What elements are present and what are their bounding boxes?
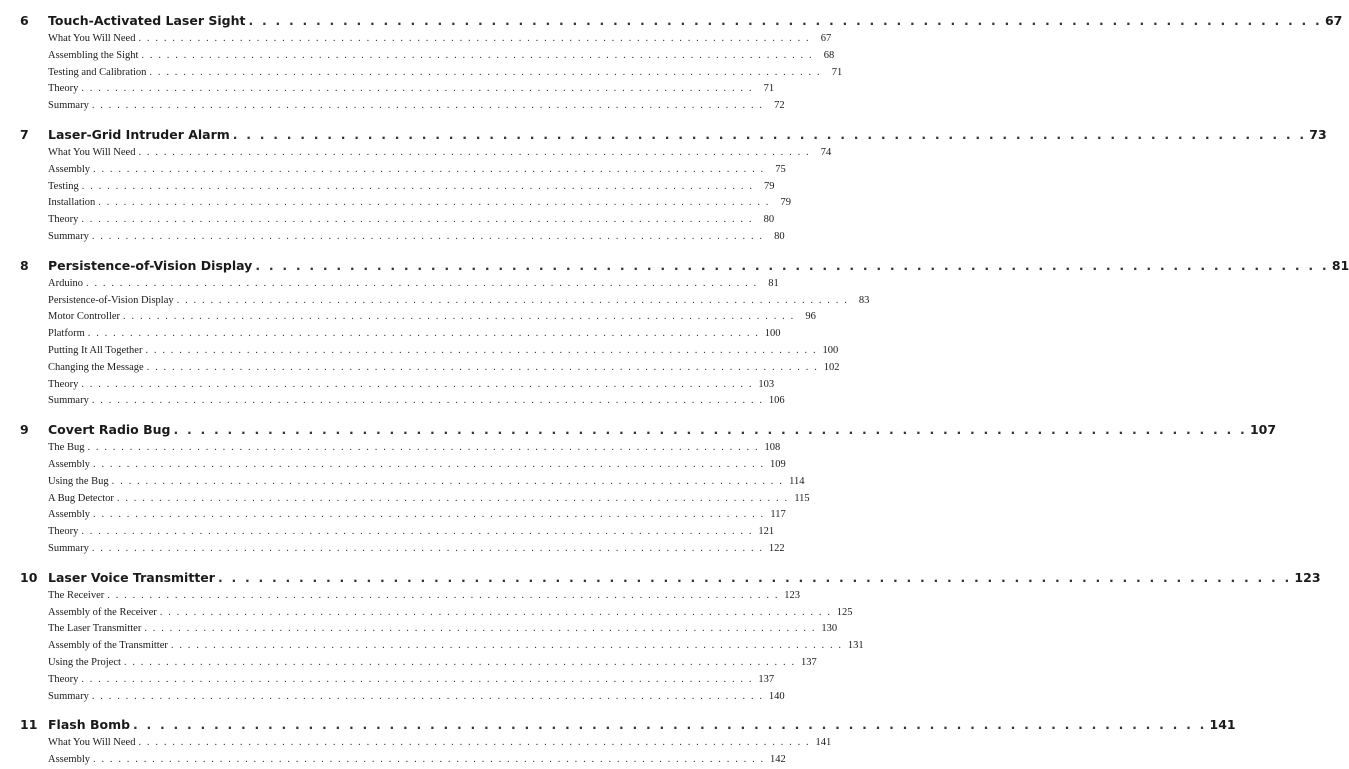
section-page-number: 74 [820, 146, 832, 158]
chapter-block [20, 11, 1343, 115]
dot-leader: . . . . . . . . . . . . . . . . . . . . . . . . . . . . . . . . . . . . . . . . . . . . . . . . . . . . . . . . . . . . . . . . . . . . . . . . . . . . . . . . [87, 442, 760, 454]
section-title: Using the Project [48, 656, 121, 668]
section-entry[interactable] [48, 309, 816, 326]
dot-leader: . . . . . . . . . . . . . . . . . . . . . . . . . . . . . . . . . . . . . . . . . . . . . . . . . . . . . . . . . . . . . . . . . . . . . . . . . . . . . . . . [86, 277, 758, 289]
section-page-number: 141 [815, 737, 832, 749]
chapter-title: Touch-Activated Laser Sight [48, 13, 246, 28]
chapter-block [20, 420, 1277, 558]
section-page-number: 123 [784, 589, 801, 601]
section-entry[interactable] [48, 162, 786, 179]
section-page-number: 125 [836, 606, 853, 618]
section-entry[interactable] [48, 98, 785, 115]
section-page-number: 80 [774, 230, 785, 242]
dot-leader: . . . . . . . . . . . . . . . . . . . . . . . . . . . . . . . . . . . . . . . . . . . . . . . . . . . . . . . . . . . . . . . . . . . . . . . . . . . . . . . . [81, 83, 754, 95]
chapter-number: 9 [20, 422, 29, 438]
section-entry[interactable] [48, 440, 781, 457]
section-title: Assembly [48, 458, 90, 470]
section-title: A Bug Detector [48, 492, 114, 504]
section-page-number: 68 [823, 49, 835, 61]
chapter-page-number: 81 [1331, 257, 1349, 273]
section-title: Installation [48, 197, 96, 209]
chapter-block [20, 256, 1349, 410]
chapter-page-number: 73 [1309, 126, 1327, 142]
section-entry[interactable] [48, 343, 839, 360]
chapter-title: Laser-Grid Intruder Alarm [48, 126, 230, 142]
dot-leader: . . . . . . . . . . . . . . . . . . . . . . . . . . . . . . . . . . . . . . . . . . . . . . . . . . . . . . . . . . . . . . . . . . . . . . . . . . . . . . . . [107, 589, 780, 601]
section-title: Theory [48, 378, 79, 390]
section-entry[interactable] [48, 212, 775, 229]
chapter-heading[interactable] [20, 256, 1349, 276]
chapter-page-number: 107 [1249, 422, 1277, 438]
section-entry[interactable] [48, 326, 781, 343]
section-page-number: 100 [822, 344, 839, 356]
chapter-page-number: 123 [1294, 569, 1321, 585]
chapter-block [20, 125, 1327, 246]
section-entry[interactable] [48, 145, 832, 162]
section-page-number: 114 [789, 475, 805, 487]
chapter-heading[interactable] [20, 715, 1236, 735]
dot-leader: . . . . . . . . . . . . . . . . . . . . . . . . . . . . . . . . . . . . . . . . . . . . . . . . . . . . . . . . . . . . . . . . . . . . . . . . . . . . . . . . [91, 230, 764, 242]
section-entry[interactable] [48, 393, 785, 410]
dot-leader: . . . . . . . . . . . . . . . . . . . . . . . . . . . . . . . . . . . . . . . . . . . . . . . . . . . . . . . . . . . . . . . . . . . . . . . . . . . . . . . . [123, 311, 795, 323]
section-entry[interactable] [48, 638, 864, 655]
section-page-number: 109 [770, 458, 786, 470]
chapter-heading[interactable] [20, 11, 1343, 31]
dot-leader: . . . . . . . . . . . . . . . . . . . . . . . . . . . . . . . . . . . . . . . . . . . . . . . . . . . . . . . . . . . . . . . . . . . . . . . . . . . . . . . . [81, 526, 754, 538]
chapter-page-number: 67 [1324, 13, 1343, 28]
dot-leader: . . . . . . . . . . . . . . . . . . . . . . . . . . . . . . . . . . . . . . . . . . . . . . . . . . . . . . . . . . . . . . . . . . . . . . . . . . . . . . . . [81, 378, 754, 390]
dot-leader: . . . . . . . . . . . . . . . . . . . . . . . . . . . . . . . . . . . . . . . . . . . . . . . . . . . . . . . . . . . . . . . . . . . . . . . . . . . . . . . . [173, 422, 1247, 438]
section-page-number: 103 [758, 378, 775, 390]
dot-leader: . . . . . . . . . . . . . . . . . . . . . . . . . . . . . . . . . . . . . . . . . . . . . . . . . . . . . . . . . . . . . . . . . . . . . . . . . . . . . . . . [176, 294, 849, 306]
dot-leader: . . . . . . . . . . . . . . . . . . . . . . . . . . . . . . . . . . . . . . . . . . . . . . . . . . . . . . . . . . . . . . . . . . . . . . . . . . . . . . . . [91, 542, 764, 554]
section-title: What You Will Need [48, 737, 136, 749]
chapter-number: 7 [20, 126, 29, 142]
section-entry[interactable] [48, 672, 775, 689]
section-title: Platform [48, 328, 85, 340]
section-page-number: 71 [831, 66, 843, 78]
section-title: Theory [48, 214, 79, 226]
section-title: Assembly [48, 509, 90, 521]
section-page-number: 72 [774, 100, 785, 112]
section-page-number: 80 [763, 214, 775, 226]
section-title: The Laser Transmitter [48, 623, 142, 635]
section-title: The Receiver [48, 589, 105, 601]
chapter-block [20, 568, 1321, 706]
section-entry[interactable] [48, 524, 775, 541]
chapter-heading[interactable] [20, 420, 1277, 440]
section-title: Motor Controller [48, 311, 121, 323]
dot-leader: . . . . . . . . . . . . . . . . . . . . . . . . . . . . . . . . . . . . . . . . . . . . . . . . . . . . . . . . . . . . . . . . . . . . . . . . . . . . . . . . [81, 214, 754, 226]
section-page-number: 83 [858, 294, 870, 306]
dot-leader: . . . . . . . . . . . . . . . . . . . . . . . . . . . . . . . . . . . . . . . . . . . . . . . . . . . . . . . . . . . . . . . . . . . . . . . . . . . . . . . . [116, 492, 789, 504]
section-page-number: 130 [821, 623, 838, 635]
dot-leader: . . . . . . . . . . . . . . . . . . . . . . . . . . . . . . . . . . . . . . . . . . . . . . . . . . . . . . . . . . . . . . . . . . . . . . . . . . . . . . . . [138, 146, 811, 158]
dot-leader: . . . . . . . . . . . . . . . . . . . . . . . . . . . . . . . . . . . . . . . . . . . . . . . . . . . . . . . . . . . . . . . . . . . . . . . . . . . . . . . . [138, 33, 811, 44]
chapter-heading[interactable] [20, 125, 1327, 145]
dot-leader: . . . . . . . . . . . . . . . . . . . . . . . . . . . . . . . . . . . . . . . . . . . . . . . . . . . . . . . . . . . . . . . . . . . . . . . . . . . . . . . . [146, 361, 819, 373]
section-entry[interactable] [48, 735, 832, 752]
dot-leader: . . . . . . . . . . . . . . . . . . . . . . . . . . . . . . . . . . . . . . . . . . . . . . . . . . . . . . . . . . . . . . . . . . . . . . . . . . . . . . . . [217, 569, 1292, 585]
dot-leader: . . . . . . . . . . . . . . . . . . . . . . . . . . . . . . . . . . . . . . . . . . . . . . . . . . . . . . . . . . . . . . . . . . . . . . . . . . . . . . . . [255, 257, 1329, 273]
section-title: What You Will Need [48, 146, 136, 158]
table-of-contents [20, 11, 1349, 769]
dot-leader: . . . . . . . . . . . . . . . . . . . . . . . . . . . . . . . . . . . . . . . . . . . . . . . . . . . . . . . . . . . . . . . . . . . . . . . . . . . . . . . . [141, 49, 814, 61]
section-title: Theory [48, 526, 79, 538]
section-entry[interactable] [48, 179, 775, 196]
section-entry[interactable] [48, 689, 785, 706]
dot-leader: . . . . . . . . . . . . . . . . . . . . . . . . . . . . . . . . . . . . . . . . . . . . . . . . . . . . . . . . . . . . . . . . . . . . . . . . . . . . . . . . [232, 126, 1307, 142]
section-title: Using the Bug [48, 475, 109, 487]
section-page-number: 117 [770, 509, 786, 521]
dot-leader: . . . . . . . . . . . . . . . . . . . . . . . . . . . . . . . . . . . . . . . . . . . . . . . . . . . . . . . . . . . . . . . . . . . . . . . . . . . . . . . . [248, 13, 1322, 28]
section-page-number: 81 [768, 277, 779, 289]
section-entry[interactable] [48, 81, 775, 98]
dot-leader: . . . . . . . . . . . . . . . . . . . . . . . . . . . . . . . . . . . . . . . . . . . . . . . . . . . . . . . . . . . . . . . . . . . . . . . . . . . . . . . . [81, 673, 754, 685]
dot-leader: . . . . . . . . . . . . . . . . . . . . . . . . . . . . . . . . . . . . . . . . . . . . . . . . . . . . . . . . . . . . . . . . . . . . . . . . . . . . . . . . [144, 623, 817, 635]
dot-leader: . . . . . . . . . . . . . . . . . . . . . . . . . . . . . . . . . . . . . . . . . . . . . . . . . . . . . . . . . . . . . . . . . . . . . . . . . . . . . . . . [93, 458, 765, 470]
section-title: Assembly [48, 163, 90, 175]
dot-leader: . . . . . . . . . . . . . . . . . . . . . . . . . . . . . . . . . . . . . . . . . . . . . . . . . . . . . . . . . . . . . . . . . . . . . . . . . . . . . . . . [81, 180, 754, 192]
chapter-title: Covert Radio Bug [48, 422, 171, 438]
dot-leader: . . . . . . . . . . . . . . . . . . . . . . . . . . . . . . . . . . . . . . . . . . . . . . . . . . . . . . . . . . . . . . . . . . . . . . . . . . . . . . . . [145, 344, 818, 356]
section-page-number: 131 [847, 640, 864, 652]
section-entry[interactable] [48, 195, 792, 212]
chapter-title: Flash Bomb [48, 717, 131, 733]
dot-leader: . . . . . . . . . . . . . . . . . . . . . . . . . . . . . . . . . . . . . . . . . . . . . . . . . . . . . . . . . . . . . . . . . . . . . . . . . . . . . . . . [93, 509, 765, 521]
section-entry[interactable] [48, 655, 817, 672]
section-title: Assembly of the Transmitter [48, 640, 168, 652]
section-title: Testing [48, 180, 79, 192]
section-title: Putting It All Together [48, 344, 143, 356]
section-title: Summary [48, 690, 89, 702]
section-entry[interactable] [48, 360, 840, 377]
section-page-number: 137 [800, 656, 817, 668]
chapter-number: 6 [20, 13, 29, 28]
section-title: Assembly of the Receiver [48, 606, 157, 618]
section-page-number: 121 [758, 526, 775, 538]
section-entry[interactable] [48, 541, 785, 558]
section-page-number: 79 [780, 197, 792, 209]
section-entry[interactable] [48, 457, 786, 474]
dot-leader: . . . . . . . . . . . . . . . . . . . . . . . . . . . . . . . . . . . . . . . . . . . . . . . . . . . . . . . . . . . . . . . . . . . . . . . . . . . . . . . . [91, 395, 764, 407]
dot-leader: . . . . . . . . . . . . . . . . . . . . . . . . . . . . . . . . . . . . . . . . . . . . . . . . . . . . . . . . . . . . . . . . . . . . . . . . . . . . . . . . [93, 163, 765, 175]
section-entry[interactable] [48, 474, 805, 491]
dot-leader: . . . . . . . . . . . . . . . . . . . . . . . . . . . . . . . . . . . . . . . . . . . . . . . . . . . . . . . . . . . . . . . . . . . . . . . . . . . . . . . . [93, 754, 765, 766]
section-page-number: 108 [764, 442, 781, 454]
dot-leader: . . . . . . . . . . . . . . . . . . . . . . . . . . . . . . . . . . . . . . . . . . . . . . . . . . . . . . . . . . . . . . . . . . . . . . . . . . . . . . . . [91, 690, 764, 702]
dot-leader: . . . . . . . . . . . . . . . . . . . . . . . . . . . . . . . . . . . . . . . . . . . . . . . . . . . . . . . . . . . . . . . . . . . . . . . . . . . . . . . . [87, 328, 760, 340]
chapter-title: Persistence-of-Vision Display [48, 257, 253, 273]
section-entry[interactable] [48, 621, 838, 638]
section-entry[interactable] [48, 507, 786, 524]
section-page-number: 115 [794, 492, 810, 504]
section-page-number: 71 [763, 83, 775, 95]
section-page-number: 142 [770, 754, 786, 766]
section-page-number: 106 [768, 395, 785, 407]
dot-leader: . . . . . . . . . . . . . . . . . . . . . . . . . . . . . . . . . . . . . . . . . . . . . . . . . . . . . . . . . . . . . . . . . . . . . . . . . . . . . . . . [170, 640, 843, 652]
section-title: Summary [48, 100, 89, 112]
dot-leader: . . . . . . . . . . . . . . . . . . . . . . . . . . . . . . . . . . . . . . . . . . . . . . . . . . . . . . . . . . . . . . . . . . . . . . . . . . . . . . . . [123, 656, 796, 668]
section-entry[interactable] [48, 377, 775, 394]
section-title: The Bug [48, 442, 85, 454]
section-entry[interactable] [48, 491, 810, 508]
section-title: Persistence-of-Vision Display [48, 294, 174, 306]
section-entry[interactable] [48, 588, 801, 605]
dot-leader: . . . . . . . . . . . . . . . . . . . . . . . . . . . . . . . . . . . . . . . . . . . . . . . . . . . . . . . . . . . . . . . . . . . . . . . . . . . . . . . . [133, 717, 1207, 733]
chapter-block [20, 715, 1236, 769]
chapter-title: Laser Voice Transmitter [48, 569, 215, 585]
chapter-heading[interactable] [20, 568, 1321, 588]
section-title: Assembling the Sight [48, 49, 139, 61]
dot-leader: . . . . . . . . . . . . . . . . . . . . . . . . . . . . . . . . . . . . . . . . . . . . . . . . . . . . . . . . . . . . . . . . . . . . . . . . . . . . . . . . [98, 197, 771, 209]
chapter-number: 8 [20, 257, 29, 273]
section-page-number: 75 [775, 163, 786, 175]
section-entry[interactable] [48, 65, 843, 82]
chapter-number: 10 [20, 569, 38, 585]
dot-leader: . . . . . . . . . . . . . . . . . . . . . . . . . . . . . . . . . . . . . . . . . . . . . . . . . . . . . . . . . . . . . . . . . . . . . . . . . . . . . . . . [111, 475, 784, 487]
section-title: Theory [48, 673, 79, 685]
section-title: Arduino [48, 277, 83, 289]
section-title: Theory [48, 83, 79, 95]
section-entry[interactable] [48, 293, 870, 310]
dot-leader: . . . . . . . . . . . . . . . . . . . . . . . . . . . . . . . . . . . . . . . . . . . . . . . . . . . . . . . . . . . . . . . . . . . . . . . . . . . . . . . . [159, 606, 832, 618]
section-entry[interactable] [48, 605, 853, 622]
dot-leader: . . . . . . . . . . . . . . . . . . . . . . . . . . . . . . . . . . . . . . . . . . . . . . . . . . . . . . . . . . . . . . . . . . . . . . . . . . . . . . . . [91, 100, 764, 112]
section-title: Testing and Calibration [48, 66, 147, 78]
section-title: Summary [48, 542, 89, 554]
section-entry[interactable] [48, 752, 786, 769]
dot-leader: . . . . . . . . . . . . . . . . . . . . . . . . . . . . . . . . . . . . . . . . . . . . . . . . . . . . . . . . . . . . . . . . . . . . . . . . . . . . . . . . [149, 66, 822, 78]
section-page-number: 79 [764, 180, 775, 192]
section-title: Assembly [48, 754, 90, 766]
section-title: What You Will Need [48, 33, 136, 44]
section-page-number: 96 [805, 311, 816, 323]
chapter-page-number: 141 [1209, 717, 1236, 733]
section-page-number: 137 [758, 673, 775, 685]
dot-leader: . . . . . . . . . . . . . . . . . . . . . . . . . . . . . . . . . . . . . . . . . . . . . . . . . . . . . . . . . . . . . . . . . . . . . . . . . . . . . . . . [138, 737, 811, 749]
section-title: Summary [48, 395, 89, 407]
section-page-number: 102 [823, 361, 840, 373]
section-page-number: 140 [768, 690, 785, 702]
section-page-number: 122 [768, 542, 785, 554]
section-title: Changing the Message [48, 361, 144, 373]
section-page-number: 67 [820, 33, 832, 44]
section-entry[interactable] [48, 276, 779, 293]
section-entry[interactable] [48, 31, 832, 48]
chapter-number: 11 [20, 717, 38, 733]
section-title: Summary [48, 230, 89, 242]
section-page-number: 100 [764, 328, 781, 340]
section-entry[interactable] [48, 229, 785, 246]
section-entry[interactable] [48, 48, 835, 65]
